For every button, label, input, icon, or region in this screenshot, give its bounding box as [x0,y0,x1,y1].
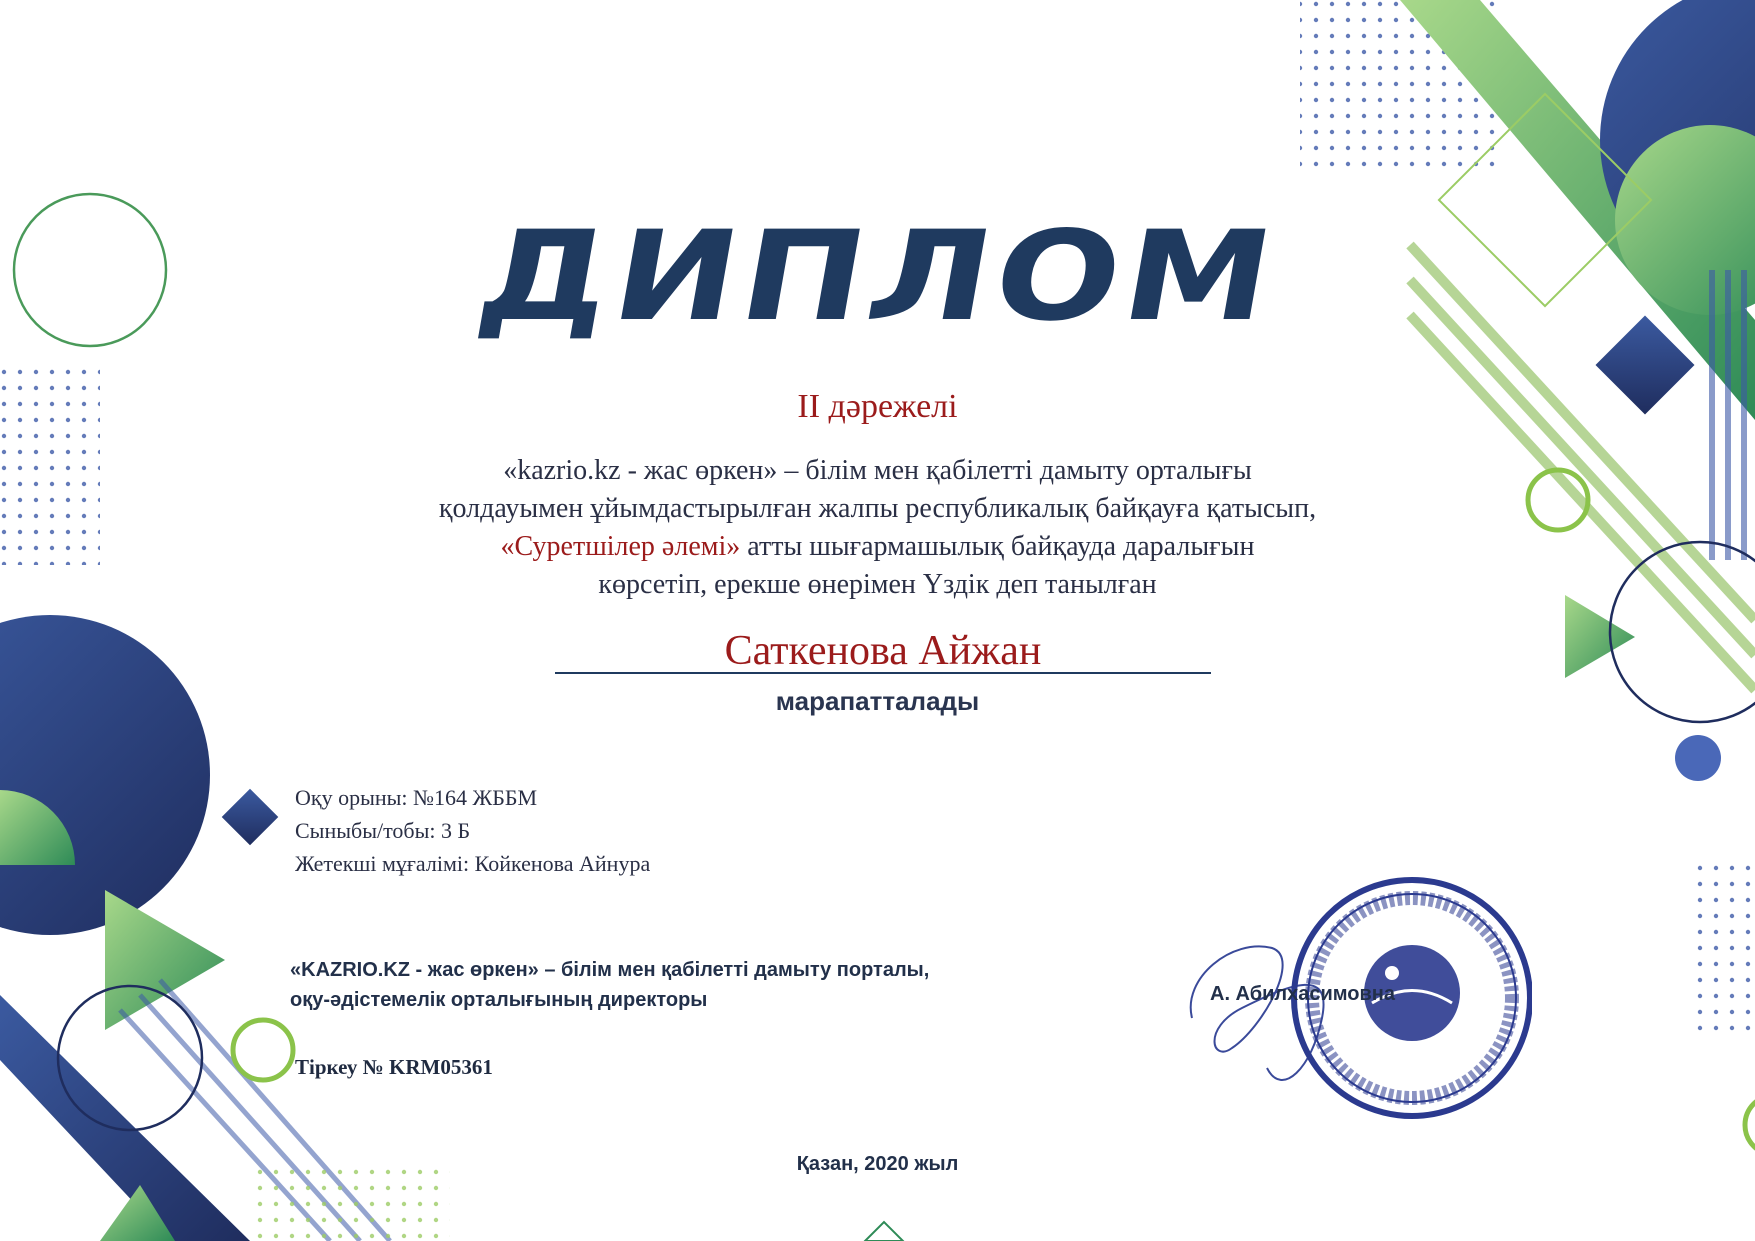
recipient-name: Саткенова Айжан [555,628,1211,674]
description-line: көрсетіп, ерекше өнерімен Үздік деп танылған [598,569,1157,600]
green-ring-corner [1745,1095,1755,1155]
signature-stroke [1191,946,1324,1080]
director-title [290,955,1050,1015]
registration-number: Тіркеу № KRM05361 [295,1055,493,1079]
contest-name: «Суретшілер әлемі» [500,531,741,562]
director-line: оқу-әдістемелік орталығының директоры [290,989,708,1011]
award-description [300,452,1455,604]
green-triangle [1565,595,1635,678]
navy-diamond-left [222,789,279,846]
description-line [300,528,1455,566]
dot-pattern-right [1690,860,1755,1040]
diploma-title: ДИПЛОМ [467,205,1288,349]
small-triangle-bottom [865,1222,903,1241]
director-line: «KAZRIO.KZ - жас өркен» – білім мен қабілетті дамыту порталы, [290,959,930,981]
supervisor: Жетекші мұғалімі: Койкенова Айнура [295,851,651,876]
green-triangle-left [105,890,225,1030]
blue-dot [1675,735,1721,781]
signer-name: А. Абилхасимовна [1210,983,1395,1005]
class-group: Сыныбы/тобы: 3 Б [295,818,471,843]
awarded-label: марапатталады [775,686,980,716]
study-place: Оқу орыны: №164 ЖББМ [295,785,538,810]
description-text: атты шығармашылық байқауда даралығын [740,531,1255,562]
description-line: «kazrio.kz - жас өркен» – білім мен қабілетті дамыту орталығы [503,455,1252,486]
degree-label: II дәрежелі [797,388,958,425]
stamp-emblem-sun [1385,966,1399,980]
green-ring-left [233,1020,293,1080]
navy-diagonal-band [0,995,250,1241]
description-line: қолдауымен ұйымдастырылған жалпы республикалық байқауға қатысып, [438,493,1317,524]
place-and-date: Қазан, 2020 жыл [796,1153,959,1175]
